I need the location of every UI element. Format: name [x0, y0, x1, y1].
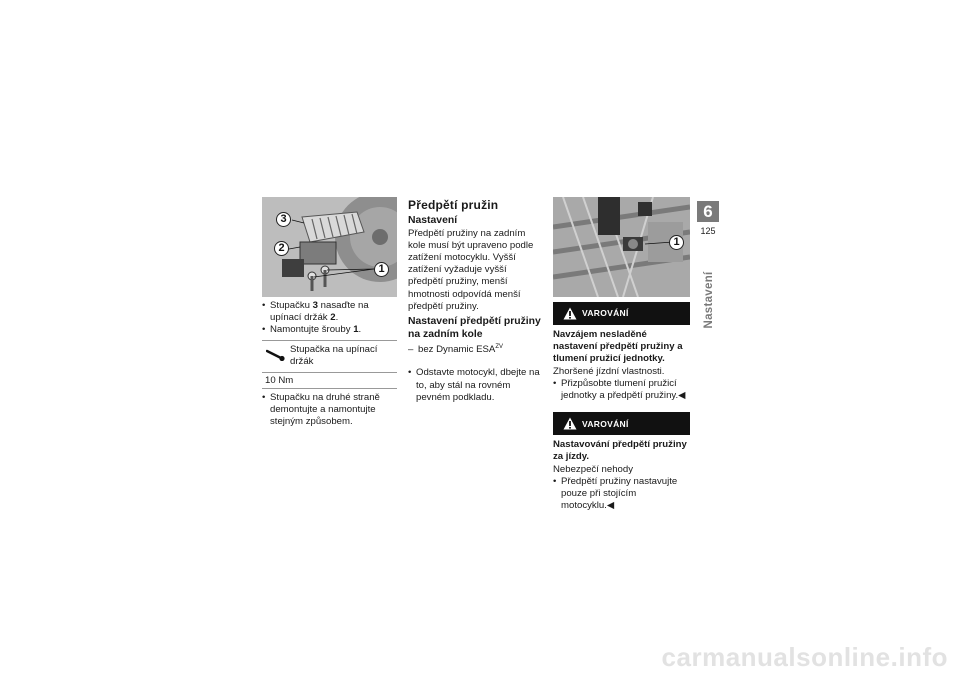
callout-1: 1	[374, 262, 389, 277]
rear-shock-illustration	[553, 197, 690, 297]
warning-label-1: VAROVÁNÍ	[582, 308, 629, 319]
warning-bar-1	[553, 302, 690, 325]
step-mount-bolts: • Namontujte šrouby 1.	[262, 324, 397, 336]
end-marker-icon: ◀	[606, 500, 615, 512]
warning-label-2: VAROVÁNÍ	[582, 418, 629, 429]
column-footrest	[262, 197, 397, 428]
step-insert-footrest: • Stupačku 3 nasaďte na upínací držák 2.	[262, 300, 397, 324]
torque-wrench-icon	[266, 349, 286, 361]
step-park-motorcycle: • Odstavte motocykl, dbejte na to, aby stál na rovném pevném podkladu.	[408, 367, 543, 404]
section-title: Předpětí pružin	[408, 198, 499, 212]
warning-heading-1: Navzájem nesladěné nastavení předpětí pružiny a tlumení pružicí jednotky.	[553, 329, 683, 365]
end-marker-icon: ◀	[678, 390, 686, 402]
rear-steps	[408, 367, 543, 404]
warning-text-2: Nebezpečí nehody	[553, 463, 634, 475]
rear-shock-photo	[553, 197, 690, 297]
torque-label: Stupačka na upínací držák	[290, 343, 378, 367]
footrest-photo	[262, 197, 397, 297]
warning-bar-2	[553, 412, 690, 435]
heading-rear-preload: Nastavení předpětí pružiny na zadním kole	[408, 316, 541, 340]
footrest-steps	[262, 300, 397, 337]
warning-triangle-icon	[563, 307, 577, 320]
torque-value: 10 Nm	[262, 372, 397, 388]
warning-heading-2: Nastavování předpětí pružiny za jízdy.	[553, 439, 687, 463]
chapter-tab: 6	[697, 201, 719, 222]
dash-icon: –	[408, 344, 414, 356]
column-spring-preload	[408, 197, 543, 404]
heading-setting: Nastavení	[408, 215, 458, 226]
warning-text-1: Zhoršené jízdní vlastnosti.	[553, 365, 665, 377]
callout-1: 1	[669, 235, 684, 250]
chapter-label: Nastavení	[703, 271, 715, 329]
column-warnings	[553, 197, 690, 512]
warning-steps-2	[553, 476, 690, 513]
warning-step-1: • Přizpůsobte tlumení pružicí jednotky a předpětí pružiny.◀	[553, 378, 690, 402]
warning-steps-1	[553, 378, 690, 402]
warning-triangle-icon	[563, 417, 577, 430]
step-other-side: • Stupačku na druhé straně demontujte a namontujte stejným způsobem.	[262, 392, 397, 429]
page-number: 125	[700, 226, 716, 236]
warning-step-2: • Předpětí pružiny nastavujte pouze při stojícím motocyklu.◀	[553, 476, 690, 513]
callout-2: 2	[274, 241, 289, 256]
watermark: carmanualsonline.info	[661, 642, 948, 672]
callout-3: 3	[276, 212, 291, 227]
rear-condition: – bez Dynamic $ESA^{ZV}$	[408, 344, 503, 356]
setting-text: Předpětí pružiny na zadním kole musí být upraveno podle zatížení motocyklu. Vyšší zatížení vyžaduje vyšší předpětí pružiny, menší hmotnosti odpovídá menší předpětí pružiny.	[408, 227, 534, 312]
footrest-steps-2	[262, 392, 397, 429]
torque-spec	[262, 340, 397, 389]
